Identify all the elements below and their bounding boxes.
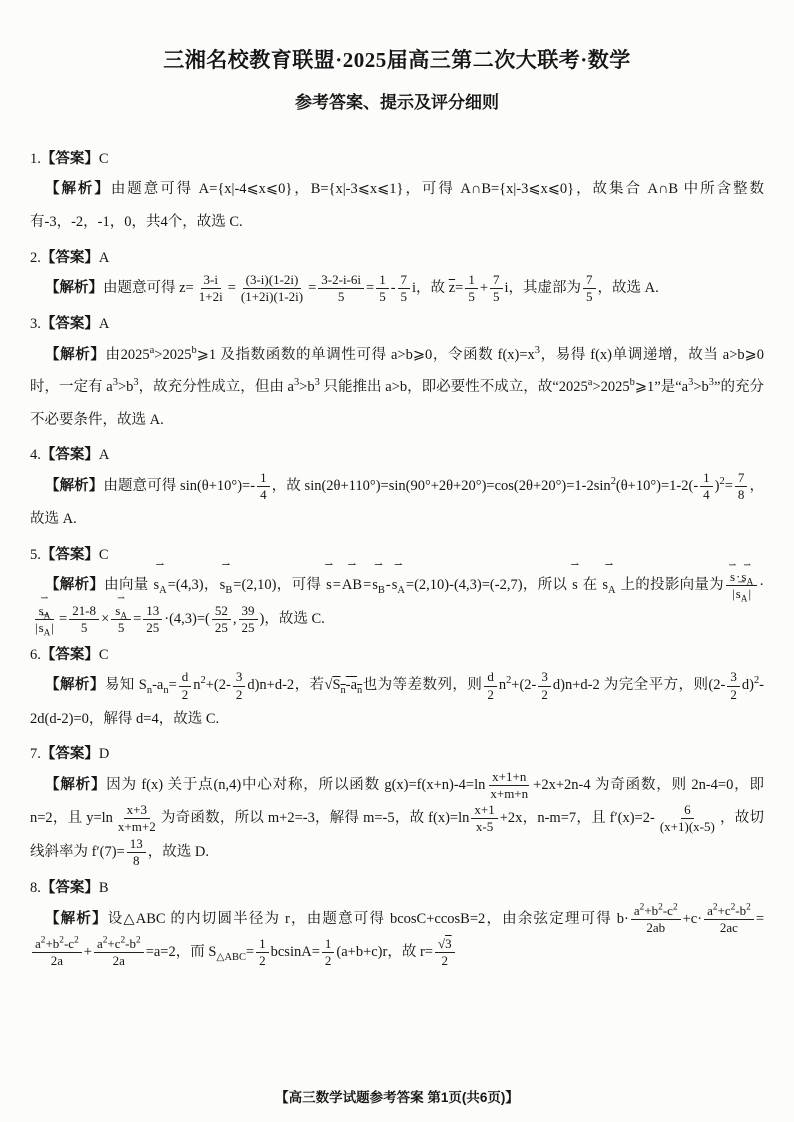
vector: $s_A$ ⇀ (741, 569, 753, 585)
answer-line (30, 641, 764, 669)
analysis-text: 易知 $S_n-a_n=$ $\frac{d}{2}$ $n^2+(2-$ $\frac{3}{2}$ d)n+d-2，若$√S_n-a_n$也为等差数列，则 $\frac{d}{2}$ $n^2+(2-$ $\frac{3}{2}$ d)n+d-2 为完全平方，则(2- $\frac{3}{2}$ d)$^2$-2d(d-2)=0，解得 d=4，故选 C. (30, 669, 764, 727)
fraction: $\frac{(3-i)(1-2i)}{(1+2i)(1-2i)}$ (240, 271, 304, 305)
fraction: $\frac{d}{2}$ (484, 669, 497, 703)
analysis-text: 由题意可得 A={x|-4⩽x⩽0}，B={x|-3⩽x⩽1}，可得 A∩B={x|-3⩽x⩽0}，故集合 A∩B 中所含整数有-3，-2，-1，0，共4个，故选 C. (30, 181, 764, 230)
fraction: $\frac{13}{25}$ (143, 603, 162, 637)
fraction: $\frac{1}{2}$ (322, 936, 335, 970)
analysis-label: 【解析】 (45, 677, 105, 694)
item-number: 8. (30, 880, 41, 897)
analysis-paragraph (30, 339, 764, 437)
fraction: $\frac{x+1}{x-5}$ (471, 802, 497, 836)
fraction: $\frac{s ⇀\cdot s_A ⇀}{|s_A ⇀|}$ (726, 569, 757, 603)
fraction: $\frac{d}{2}$ (179, 669, 192, 703)
fraction: $\frac{7}{8}$ (735, 470, 748, 504)
answer-line (30, 874, 764, 902)
analysis-paragraph (30, 272, 764, 306)
answer-item (30, 244, 764, 306)
answer-line (30, 740, 764, 768)
answer-value: B (98, 880, 109, 897)
answer-label: 【答案】 (40, 880, 99, 897)
fraction: $\frac{1}{5}$ (465, 272, 478, 306)
fraction: $\frac{13}{8}$ (127, 836, 146, 870)
fraction: $\frac{s_A ⇀}{5}$ (111, 603, 131, 637)
page-footer (0, 1086, 794, 1106)
answer-value: A (98, 316, 110, 333)
analysis-paragraph (30, 569, 765, 639)
vector: $s_A$ ⇀ (115, 603, 127, 619)
analysis-label: 【解析】 (45, 181, 111, 198)
answer-value: C (98, 151, 109, 167)
answer-value: C (98, 546, 109, 563)
fraction: $\frac{s_A ⇀}{|s_A ⇀|}$ (32, 603, 57, 637)
fraction: $\frac{39}{25}$ (239, 603, 258, 637)
footer-text: 【高三数学试题参考答案 第1页(共6页)】 (275, 1090, 519, 1105)
analysis-text: 因为 f(x) 关于点(n,4)中心对称，所以函数 g(x)=f(x+n)-4=ln $\frac{x+1+n}{x+m+n}$ +2x+2n-4 为奇函数，则 2n-4=0，即 n=2，且 y=ln $\frac{x+3}{x+m+2}$ 为奇函数，所以 m+2=-3，解得 m=-5，故 f(x)=ln $\frac{x+1}{x-5}$ +2x，n-m=7，且 f′(x)=2- $\frac{6}{(x+1)(x-5)}$ ，故切线斜率为 f′(7)= $\frac{13}{8}$ ，故选 D. (30, 768, 764, 868)
analysis-text: 由$2025^a>2025^b⩾1$ 及指数函数的单调性可得 a>b⩾0，令函数 $f(x)=x^3$，易得 f(x)单调递增，故当 a>b⩾0 时，一定有 $a^3>b^3$，故充分性成立，但由 $a^3>b^3$ 只能推出 a>b，即必要性不成立，故“$2025^a>2025^b⩾1$”是“$a^3>b^3$”的充分不必要条件，故选 A. (30, 344, 765, 428)
item-number: 3. (30, 316, 41, 333)
fraction: $\frac{1}{4}$ (257, 470, 270, 504)
fraction: $\frac{1}{5}$ (376, 272, 389, 306)
fraction: $\frac{7}{5}$ (490, 272, 503, 306)
analysis-paragraph (30, 903, 764, 970)
fraction: $\frac{21-8}{5}$ (69, 603, 99, 637)
answer-label: 【答案】 (40, 647, 99, 664)
square-root: $√S_n-a_n$ (324, 677, 363, 697)
answer-value: A (98, 447, 110, 464)
answer-item (30, 145, 764, 239)
fraction: $\frac{x+1+n}{x+m+n}$ (490, 768, 529, 801)
vector: $s_B$ ⇀ (220, 569, 233, 602)
answer-label: 【答案】 (40, 746, 99, 763)
analysis-label: 【解析】 (45, 279, 103, 296)
answer-label: 【答案】 (40, 447, 99, 464)
answer-line (30, 145, 764, 173)
analysis-text: 设△ABC 的内切圆半径为 r，由题意可得 bcosC+ccosB=2，由余弦定理可得 b· $\frac{a^2+b^2-c^2}{2ab}$ +c· $\frac{a^2+c^2-b^2}{2ac}$ = $\frac{a^2+b^2-c^2}{2a}$ + $\frac{a^2+c^2-b^2}{2a}$ =a=2，而 $S_{\triangle ABC}=$ $\frac{1}{2}$ bcsinA= $\frac{1}{2}$ (a+b+c)r，故 r= $\frac{√3}{2}$ (30, 911, 764, 961)
fraction: $\frac{7}{5}$ (583, 272, 596, 306)
answer-item (30, 541, 765, 639)
answer-item (30, 310, 764, 436)
answer-item (30, 441, 764, 535)
vector: $s_A$ ⇀ (602, 569, 615, 602)
answer-value: D (98, 746, 110, 763)
vector: s ⇀ (730, 569, 735, 585)
fraction: $\frac{6}{(x+1)(x-5)}$ (659, 802, 715, 835)
analysis-paragraph (30, 470, 764, 536)
answer-line (30, 441, 764, 469)
fraction: $\frac{3-2-i-6i}{5}$ (318, 272, 364, 306)
vector: $s_B$ ⇀ (372, 569, 385, 602)
fraction: $\frac{a^2+b^2-c^2}{2ab}$ (631, 903, 681, 937)
answer-item (30, 740, 764, 869)
item-number: 2. (30, 249, 41, 266)
fraction: $\frac{3-i}{1+2i}$ (198, 271, 223, 305)
answer-line (30, 310, 764, 338)
analysis-text: 由题意可得 sin(θ+10°)=- $\frac{1}{4}$ ，故 $\sin(2\theta+110^\circ)=\sin(90^\circ+2\theta+20^\circ)=\cos(2\theta+20^\circ)=1-2\sin^2(\theta+10^\circ)=1-2(-$ $\frac{1}{4}$ )$^2$= $\frac{7}{8}$ ，故选 A. (30, 469, 764, 528)
square-root: √3 (437, 936, 452, 951)
fraction: $\frac{a^2+b^2-c^2}{2a}$ (32, 936, 82, 970)
analysis-paragraph (30, 769, 764, 870)
answer-value: A (98, 249, 110, 266)
vector: s ⇀ (572, 569, 578, 602)
answer-value: C (98, 647, 109, 664)
fraction: $\frac{a^2+c^2-b^2}{2ac}$ (704, 903, 754, 937)
answer-label: 【答案】 (40, 249, 99, 266)
item-number: 7. (30, 746, 41, 763)
fraction: $\frac{3}{2}$ (233, 669, 246, 703)
answer-label: 【答案】 (40, 546, 99, 563)
fraction: $\frac{a^2+c^2-b^2}{2a}$ (94, 936, 144, 970)
vector: $s_A$ ⇀ (39, 603, 51, 619)
analysis-label: 【解析】 (45, 477, 104, 494)
analysis-label: 【解析】 (45, 577, 105, 594)
fraction: $\frac{7}{5}$ (398, 272, 411, 306)
answer-label: 【答案】 (40, 316, 99, 333)
analysis-label: 【解析】 (45, 346, 106, 363)
vector: AB ⇀ (342, 569, 362, 602)
vector: s ⇀ (326, 569, 332, 602)
answer-label: 【答案】 (40, 151, 99, 167)
vector: $s_A$ ⇀ (736, 586, 748, 602)
vector: $s_A$ ⇀ (39, 620, 51, 636)
vector: $s_A$ ⇀ (392, 569, 405, 602)
fraction: $\frac{52}{25}$ (212, 603, 231, 637)
fraction: $\frac{3}{2}$ (727, 669, 740, 703)
answer-line (30, 244, 764, 272)
fraction: $\frac{x+3}{x+m+2}$ (117, 802, 156, 835)
item-number: 4. (30, 447, 41, 464)
answer-item (30, 641, 764, 735)
answer-item (30, 874, 764, 969)
item-number: 5. (30, 546, 41, 563)
analysis-paragraph (30, 669, 764, 735)
analysis-label: 【解析】 (45, 910, 108, 927)
analysis-text: 由向量 $s_A$ ⇀=(4,3)，$s_B$ ⇀=(2,10)，可得 s ⇀=AB $⇀=s_B$ $⇀-s_A$ ⇀=(2,10)-(4,3)=(-2,7)，所以 s ⇀ 在 $s_A$ ⇀ 上的投影向量为 $\frac{s ⇀\cdot s_A ⇀}{|s_A ⇀|}$ · $\frac{s_A ⇀}{|s_A ⇀|}$ = $\frac{21-8}{5}$ × $\frac{s_A ⇀}{5}$ = $\frac{13}{25}$ ·(4,3)=( $\frac{52}{25}$ , $\frac{39}{25}$ )，故选 C. (30, 577, 764, 627)
analysis-paragraph (30, 173, 764, 238)
item-number: 6. (30, 647, 41, 664)
vector: $s_A$ ⇀ (153, 569, 166, 602)
answers-list (30, 145, 764, 970)
analysis-text: 由题意可得 z= $\frac{3-i}{1+2i}$ = $\frac{(3-i)(1-2i)}{(1+2i)(1-2i)}$ = $\frac{3-2-i-6i}{5}$ = $\frac{1}{5}$ - $\frac{7}{5}$ i，故 $\overline{z}=$ $\frac{1}{5}$ + $\frac{7}{5}$ i，其虚部为 $\frac{7}{5}$ ，故选 A. (103, 271, 659, 305)
page-title: 三湘名校教育联盟·2025届高三第二次大联考·数学 (163, 48, 631, 72)
fraction: $\frac{1}{4}$ (700, 470, 713, 504)
analysis-label: 【解析】 (45, 776, 107, 793)
fraction: $\frac{√3}{2}$ (435, 936, 455, 970)
item-number: 1. (30, 151, 41, 167)
fraction: $\frac{1}{2}$ (256, 936, 269, 970)
fraction: $\frac{3}{2}$ (538, 669, 551, 703)
page-subtitle: 参考答案、提示及评分细则 (295, 93, 499, 112)
